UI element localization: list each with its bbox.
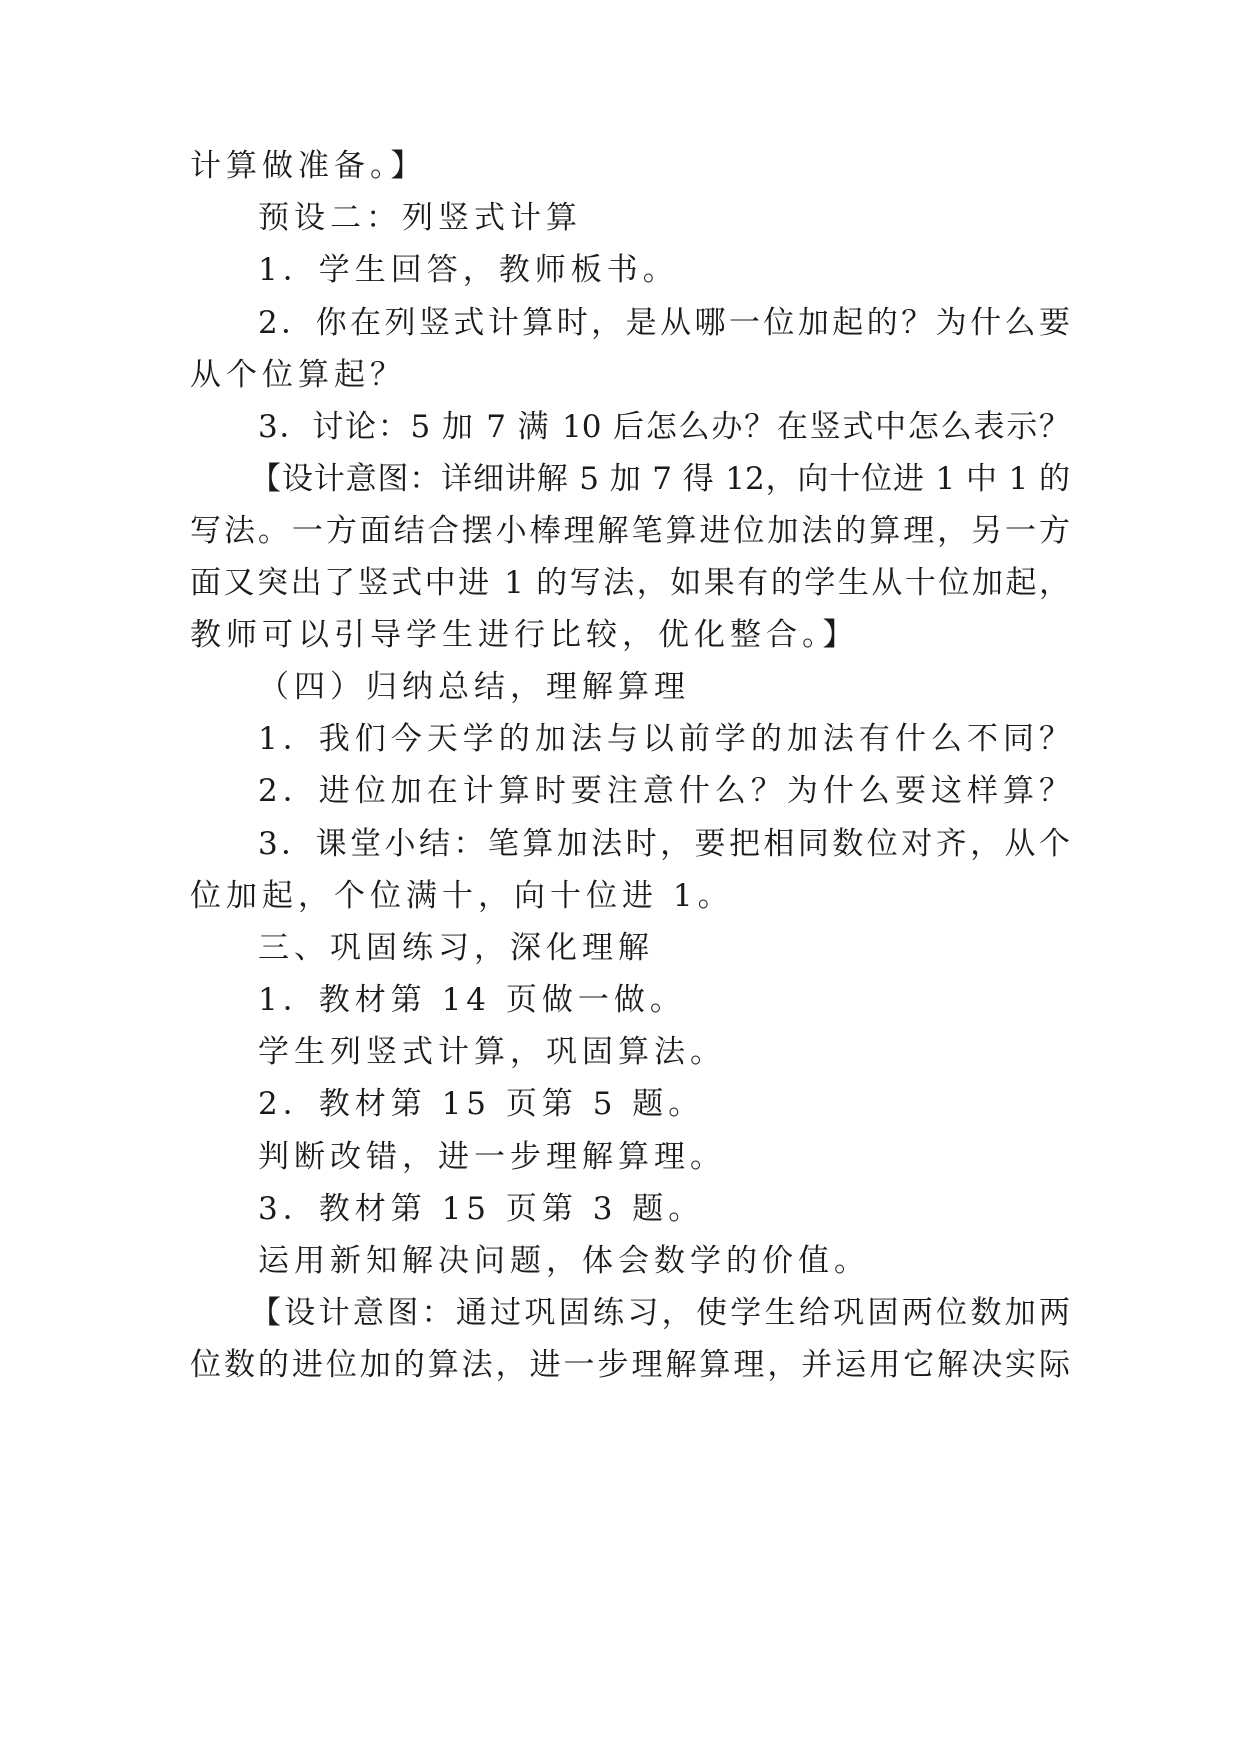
text-line: 1．我们今天学的加法与以前学的加法有什么不同？ <box>258 721 1070 757</box>
text-line: 2．进位加在计算时要注意什么？为什么要这样算？ <box>258 773 1070 809</box>
text-line: 计算做准备。】 <box>190 148 427 184</box>
text-line: 学生列竖式计算，巩固算法。 <box>258 1034 726 1070</box>
text-line: 【设计意图：通过巩固练习，使学生给巩固两位数加两 <box>250 1295 1070 1331</box>
text-line: 1．教材第 14 页做一做。 <box>258 982 686 1018</box>
text-line: 运用新知解决问题，体会数学的价值。 <box>258 1243 870 1279</box>
text-line: 写法。一方面结合摆小棒理解笔算进位加法的算理，另一方 <box>190 513 1070 549</box>
text-line: 从个位算起？ <box>190 357 406 393</box>
text-line: 2．你在列竖式计算时，是从哪一位加起的？为什么要 <box>258 305 1070 341</box>
text-line: 位加起，个位满十，向十位进 1。 <box>190 878 734 914</box>
text-line: 教师可以引导学生进行比较，优化整合。】 <box>190 617 859 653</box>
text-line: 3．课堂小结：笔算加法时，要把相同数位对齐，从个 <box>258 826 1070 862</box>
text-line: 3．讨论：5 加 7 满 10 后怎么办？在竖式中怎么表示？ <box>258 409 1070 445</box>
text-line: 面又突出了竖式中进 1 的写法，如果有的学生从十位加起， <box>190 565 1070 601</box>
section-heading: （四）归纳总结，理解算理 <box>258 669 690 705</box>
text-line: 【设计意图：详细讲解 5 加 7 得 12，向十位进 1 中 1 的 <box>250 461 1070 497</box>
text-line: 位数的进位加的算法，进一步理解算理，并运用它解决实际 <box>190 1347 1070 1383</box>
text-line: 预设二：列竖式计算 <box>258 200 582 236</box>
text-line: 判断改错，进一步理解算理。 <box>258 1139 726 1175</box>
section-heading: 三、巩固练习，深化理解 <box>258 930 654 966</box>
text-line: 1．学生回答，教师板书。 <box>258 252 679 288</box>
text-line: 2．教材第 15 页第 5 题。 <box>258 1086 705 1122</box>
text-line: 3．教材第 15 页第 3 题。 <box>258 1191 705 1227</box>
